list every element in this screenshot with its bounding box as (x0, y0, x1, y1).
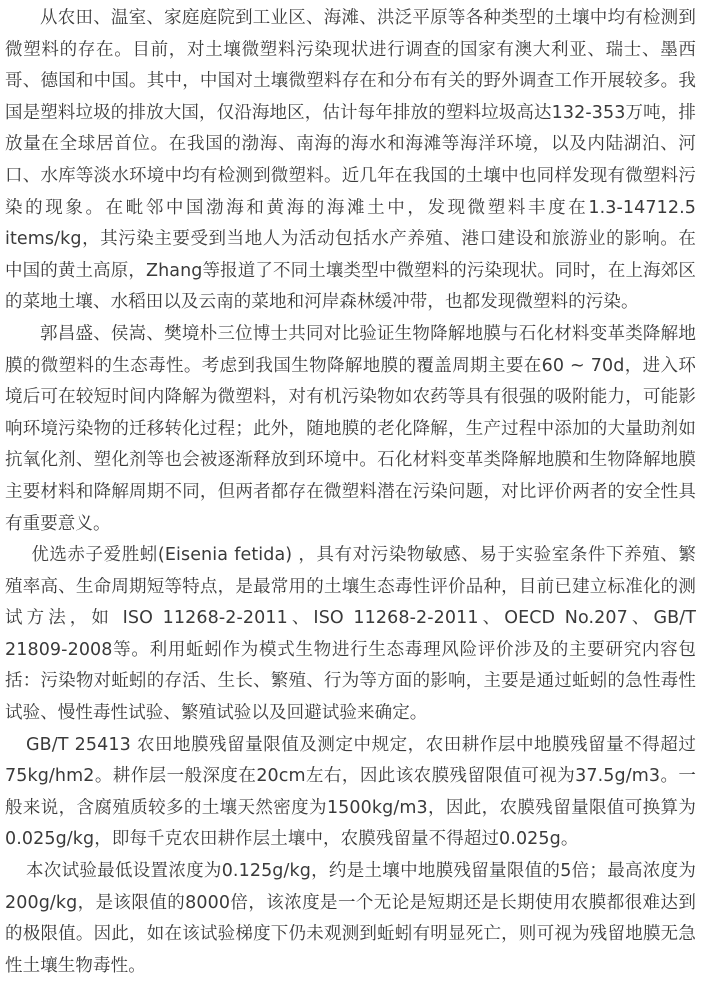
paragraph-ecotoxicity-comparison: 郭昌盛、侯嵩、樊境朴三位博士共同对比验证生物降解地膜与石化材料变革类降解地膜的微塑料的生态毒性。考虑到我国生物降解地膜的覆盖周期主要在60 ~ 70d，进入环境后可在较短时间内降解为微塑料，对有机污染物如农药等具有很强的吸附能力，可能影响环境污染物的迁移转化过程；此外，随地膜的老化降解，生产过程中添加的大量助剂如抗氧化剂、塑化剂等也会被逐渐释放到环境中。石化材料变革类降解地膜和生物降解地膜主要材料和降解周期不同，但两者都存在微塑料潜在污染问题，对比评价两者的安全性具有重要意义。 (5, 323, 696, 534)
paragraph-microplastics-distribution: 从农田、温室、家庭庭院到工业区、海滩、洪泛平原等各种类型的土壤中均有检测到微塑料的存在。目前，对土壤微塑料污染现状进行调查的国家有澳大利亚、瑞士、墨西哥、德国和中国。其中，中国对土壤微塑料存在和分布有关的野外调查工作开展较多。我国是塑料垃圾的排放大国，仅沿海地区，估计每年排放的塑料垃圾高达132-353万吨，排放量在全球居首位。在我国的渤海、南海的海水和海滩等海洋环境，以及内陆湖泊、河口、水库等淡水环境中均有检测到微塑料。近几年在我国的土壤中也同样发现有微塑料污染的现象。在毗邻中国渤海和黄海的海滩土中，发现微塑料丰度在1.3-14712.5 items/kg，其污染主要受到当地人为活动包括水产养殖、港口建设和旅游业的影响。在中国的黄土高原，Zhang等报道了不同土壤类型中微塑料的污染现状。同时，在上海郊区的菜地土壤、水稻田以及云南的菜地和河岸森林缓冲带，也都发现微塑料的污染。 (5, 8, 696, 313)
paragraph-residue-limit: GB/T 25413 农田地膜残留量限值及测定中规定，农田耕作层中地膜残留量不得超过75kg/hm2。耕作层一般深度在20cm左右，因此该农膜残留限值可视为37.5g/m3。一般来说，含腐殖质较多的土壤天然密度为1500kg/m3，因此，农膜残留量限值可换算为0.025g/kg，即每千克农田耕作层土壤中，农膜残留量不得超过0.025g。 (5, 734, 696, 850)
paragraph-test-concentration: 本次试验最低设置浓度为0.125g/kg，约是土壤中地膜残留量限值的5倍；最高浓度为200g/kg，是该限值的8000倍，该浓度是一个无论是短期还是长期使用农膜都很难达到的极限值。因此，如在该试验梯度下仍未观测到蚯蚓有明显死亡，则可视为残留地膜无急性土壤生物毒性。 (5, 861, 696, 976)
paragraph-earthworm-model: 优选赤子爱胜蚓(Eisenia fetida) ，具有对污染物敏感、易于实验室条件下养殖、繁殖率高、生命周期短等特点，是最常用的土壤生态毒性评价品种，目前已建立标准化的测试方法，如 ISO 11268-2-2011、ISO 11268-2-2011、OECD No.207、GB/T 21809-2008等。利用蚯蚓作为模式生物进行生态毒理风险评价涉及的主要研究内容包括：污染物对蚯蚓的存活、生长、繁殖、行为等方面的影响，主要是通过蚯蚓的急性毒性试验、慢性毒性试验、繁殖试验以及回避试验来确定。 (5, 545, 696, 724)
